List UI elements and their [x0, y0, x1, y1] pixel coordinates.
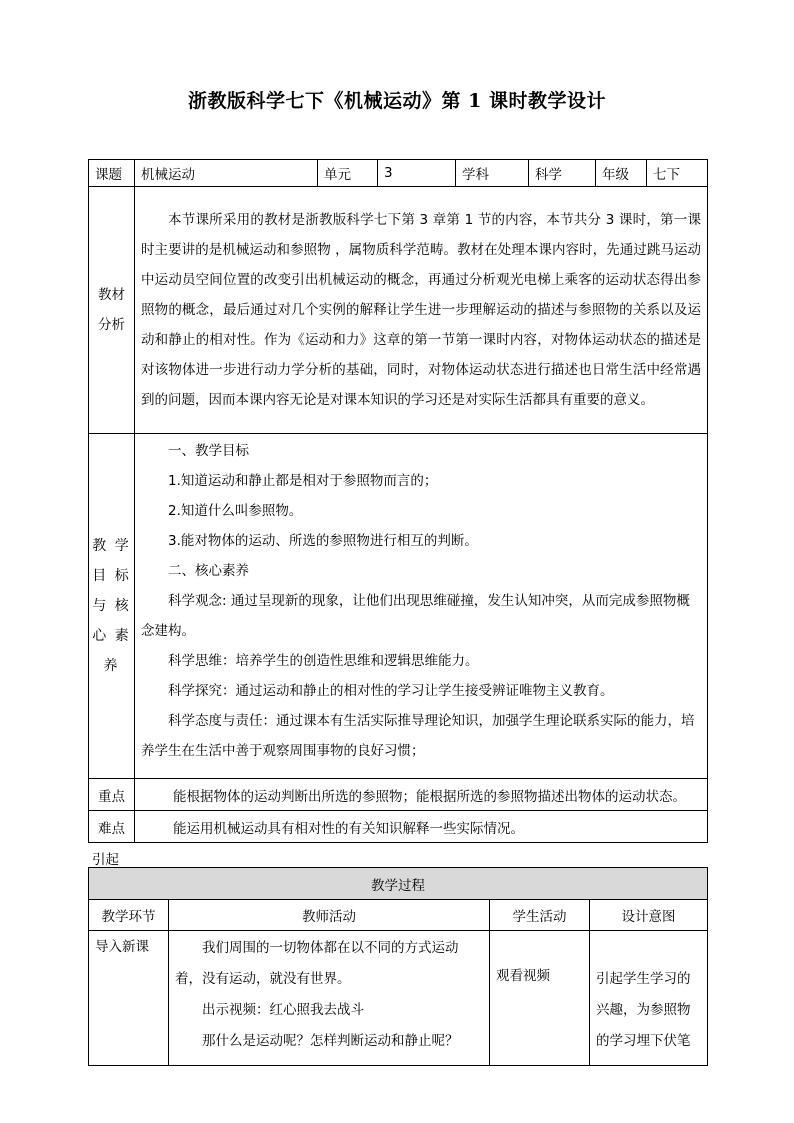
key-point-text: 能根据物体的运动判断出所选的参照物；能根据所选的参照物描述出物体的运动状态。 — [135, 779, 708, 811]
process-title: 教学过程 — [89, 868, 708, 900]
literacy-thinking: 科学思维：培养学生的创造性思维和逻辑思维能力。 — [168, 653, 479, 669]
teacher-line-2: 着，没有运动，就没有世界。 — [175, 971, 351, 987]
analysis-label — [89, 187, 135, 434]
intent-line-3: 的学习埋下伏笔 — [596, 1033, 691, 1049]
grade-label: 年级 — [596, 160, 647, 187]
objectives-label-line3: 与 核 — [92, 598, 131, 614]
yinqi-note: 引起 — [92, 852, 119, 868]
unit-value: 3 — [378, 160, 456, 187]
intent-line-1: 引起学生学习的 — [596, 971, 691, 987]
literacy-heading: 二、核心素养 — [168, 563, 249, 579]
process-title-row — [89, 868, 708, 900]
key-point-label: 重点 — [89, 779, 135, 811]
objectives-cell — [135, 434, 708, 779]
grade-value: 七下 — [647, 160, 708, 187]
unit-label: 单元 — [318, 160, 378, 187]
intent-line-2: 兴趣，为参照物 — [596, 1002, 691, 1018]
literacy-attitude: 科学态度与责任：通过课本有生活实际推导理论知识，加强学生理论联系实际的能力，培养学生在生活中善于观察周围事物的良好习惯； — [141, 713, 695, 759]
process-row-intro — [89, 931, 708, 1066]
objectives-label-line1: 教 学 — [92, 538, 131, 554]
analysis-cell — [135, 187, 708, 434]
analysis-label-line2: 分析 — [98, 317, 125, 333]
process-column-headers — [89, 900, 708, 931]
col-intent-header: 设计意图 — [590, 900, 708, 931]
objectives-heading: 一、教学目标 — [168, 443, 249, 459]
stage-text: 导入新课 — [95, 939, 149, 955]
goal-3: 3.能对物体的运动、所选的参照物进行相互的判断。 — [168, 533, 478, 549]
student-activity-text: 观看视频 — [496, 968, 550, 984]
objectives-label-line2: 目 标 — [92, 568, 131, 584]
goal-1: 1.知道运动和静止都是相对于参照物而言的； — [168, 473, 438, 489]
teacher-line-4: 那什么是运动呢？怎样判断运动和静止呢？ — [202, 1033, 459, 1049]
difficulty-text: 能运用机械运动具有相对性的有关知识解释一些实际情况。 — [135, 811, 708, 843]
topic-label: 课题 — [89, 160, 135, 187]
goal-2: 2.知道什么叫参照物。 — [168, 503, 303, 519]
subject-label: 学科 — [456, 160, 529, 187]
analysis-text: 本节课所采用的教材是浙教版科学七下第 3 章第 1 节的内容，本节共分 3 课时，第一课时主要讲的是机械运动和参照物 ，属物质科学范畴。教材在处理本课内容时，先通过跳马运动中运动员空间位置的改变引出机械运动的概念，再通过分析观光电梯上乘客的运动状态得出参照物的概念，最后通过对几个实例的解释让学生进一步理解运动的描述与参照物的关系以及运动和静止的相对性。作为《运动和力》这章的第一节第一课时内容，对物体运动状态的描述是对该物体进一步进行动力学分析的基础，同时，对物体运动状态进行描述也日常生活中经常遇到的问题，因而本课内容无论是对课本知识的学习还是对实际生活都具有重要的意义。 — [141, 212, 701, 408]
col-stage-header: 教学环节 — [89, 900, 169, 931]
teaching-process-table — [88, 867, 708, 1066]
topic-value: 机械运动 — [135, 160, 318, 187]
subject-value: 科学 — [529, 160, 596, 187]
intent-cell — [590, 931, 708, 1066]
col-teacher-header: 教师活动 — [169, 900, 490, 931]
student-activity-cell — [490, 931, 590, 1066]
objectives-label-line4: 心 素 — [92, 628, 131, 644]
document-title: 浙教版科学七下《机械运动》第 1 课时教学设计 — [188, 90, 606, 112]
objectives-label — [89, 434, 135, 779]
objectives-label-line5: 养 — [103, 658, 120, 674]
difficulty-label: 难点 — [89, 811, 135, 843]
col-student-header: 学生活动 — [490, 900, 590, 931]
difficulty-row — [89, 811, 708, 843]
analysis-label-line1: 教材 — [98, 287, 125, 303]
analysis-row — [89, 187, 708, 434]
lesson-info-table — [88, 159, 708, 843]
literacy-inquiry: 科学探究：通过运动和静止的相对性的学习让学生接受辨证唯物主义教育。 — [168, 683, 614, 699]
teacher-activity-cell — [169, 931, 490, 1066]
literacy-concept: 科学观念: 通过呈现新的现象，让他们出现思维碰撞，发生认知冲突，从而完成参照物概念建构。 — [141, 593, 690, 639]
teacher-line-1: 我们周围的一切物体都在以不同的方式运动 — [202, 940, 459, 956]
header-row — [89, 160, 708, 187]
key-point-row — [89, 779, 708, 811]
stage-cell — [89, 931, 169, 1066]
objectives-row — [89, 434, 708, 779]
teacher-line-3: 出示视频：红心照我去战斗 — [202, 1002, 364, 1018]
